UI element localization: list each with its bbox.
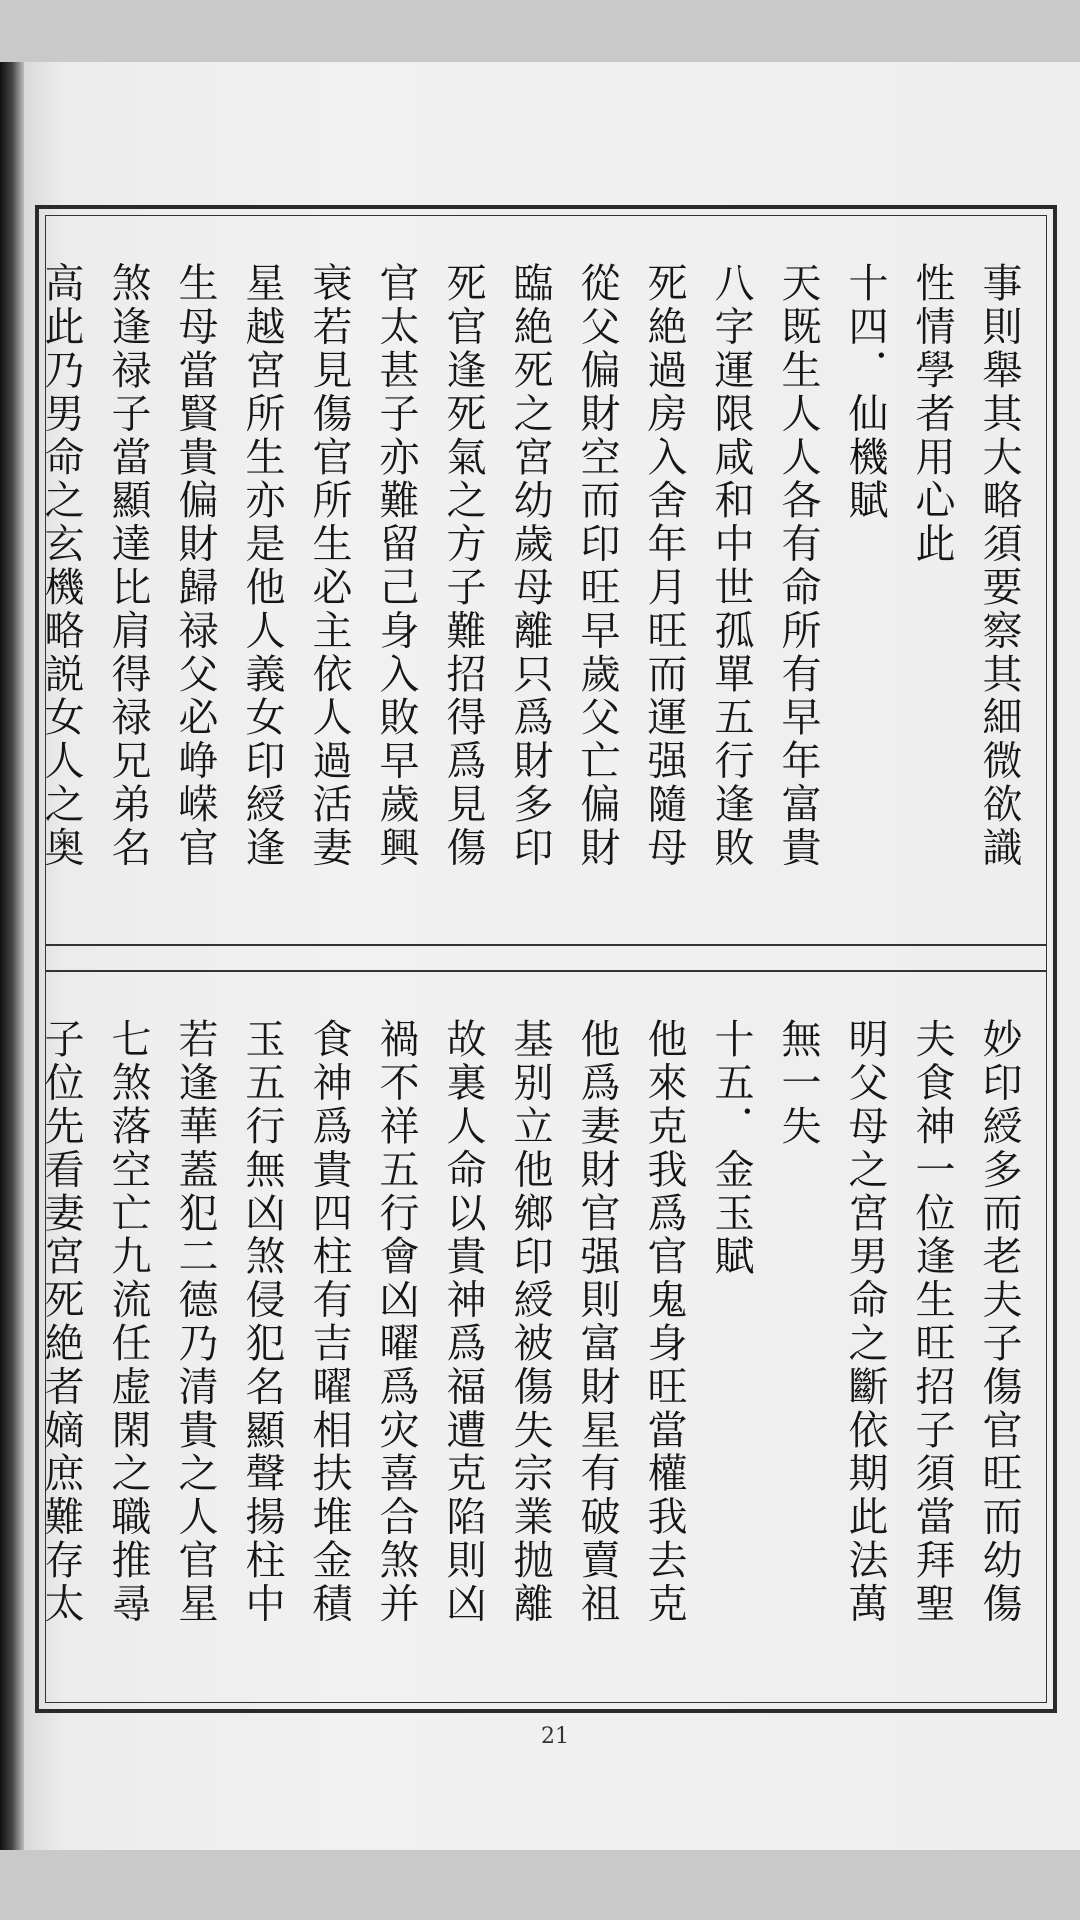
text-column: 八字運限咸和中世孤單五行逢敗 xyxy=(708,262,754,870)
panel-divider-line xyxy=(45,970,1047,972)
text-column: 子位先看妻宮死絶者嫡庶難存太 xyxy=(38,1018,84,1626)
text-column: 若逢華蓋犯二德乃清貴之人官星 xyxy=(172,1018,218,1626)
text-column: 天既生人人各有命所有早年富貴 xyxy=(775,262,821,870)
text-column: 禍不祥五行會凶曜爲灾喜合煞并 xyxy=(373,1018,419,1626)
text-column: 從父偏財空而印旺早歲父亡偏財 xyxy=(574,262,620,870)
text-column: 妙印綬多而老夫子傷官旺而幼傷 xyxy=(976,1018,1022,1626)
text-column: 食神爲貴四柱有吉曜相扶堆金積 xyxy=(306,1018,352,1626)
text-column: 性情學者用心此 xyxy=(909,262,955,566)
text-column: 臨絶死之宮幼歲母離只爲財多印 xyxy=(507,262,553,870)
page-number-container xyxy=(0,1724,1080,1749)
page-number: 21 xyxy=(541,1724,569,1749)
text-column: 夫食神一位逢生旺招子須當拜聖 xyxy=(909,1018,955,1626)
text-column: 生母當賢貴偏財歸禄父必峥嵘官 xyxy=(172,262,218,870)
text-column: 無一失 xyxy=(775,1018,821,1149)
section-heading: 十五．金玉賦 xyxy=(708,1018,754,1279)
text-column: 七煞落空亡九流任虚閑之職推尋 xyxy=(105,1018,151,1626)
text-column: 明父母之宮男命之斷依期此法萬 xyxy=(842,1018,888,1626)
panel-divider-line xyxy=(45,944,1047,946)
text-column: 衰若見傷官所生必主依人過活妻 xyxy=(306,262,352,870)
section-heading: 十四．仙機賦 xyxy=(842,262,888,523)
text-column: 事則舉其大略須要察其細微欲識 xyxy=(976,262,1022,870)
text-column: 他來克我爲官鬼身旺當權我去克 xyxy=(641,1018,687,1626)
text-column: 高此乃男命之玄機略説女人之奥 xyxy=(38,262,84,870)
text-column: 官太甚子亦難留己身入敗早歲興 xyxy=(373,262,419,870)
text-column: 死官逢死氣之方子難招得爲見傷 xyxy=(440,262,486,870)
bottom-text-panel xyxy=(38,1018,1032,1678)
text-column: 基别立他鄉印綬被傷失宗業抛離 xyxy=(507,1018,553,1626)
text-column: 死絶過房入舍年月旺而運强隨母 xyxy=(641,262,687,870)
top-text-panel xyxy=(38,262,1032,922)
text-column: 煞逢禄子當顯達比肩得禄兄弟名 xyxy=(105,262,151,870)
text-column: 故裏人命以貴神爲福遭克陷則凶 xyxy=(440,1018,486,1626)
text-column: 星越宮所生亦是他人義女印綬逢 xyxy=(239,262,285,870)
text-column: 他爲妻財官强則富財星有破賣祖 xyxy=(574,1018,620,1626)
book-spine xyxy=(0,62,24,1850)
text-column: 玉五行無凶煞侵犯名顯聲揚柱中 xyxy=(239,1018,285,1626)
